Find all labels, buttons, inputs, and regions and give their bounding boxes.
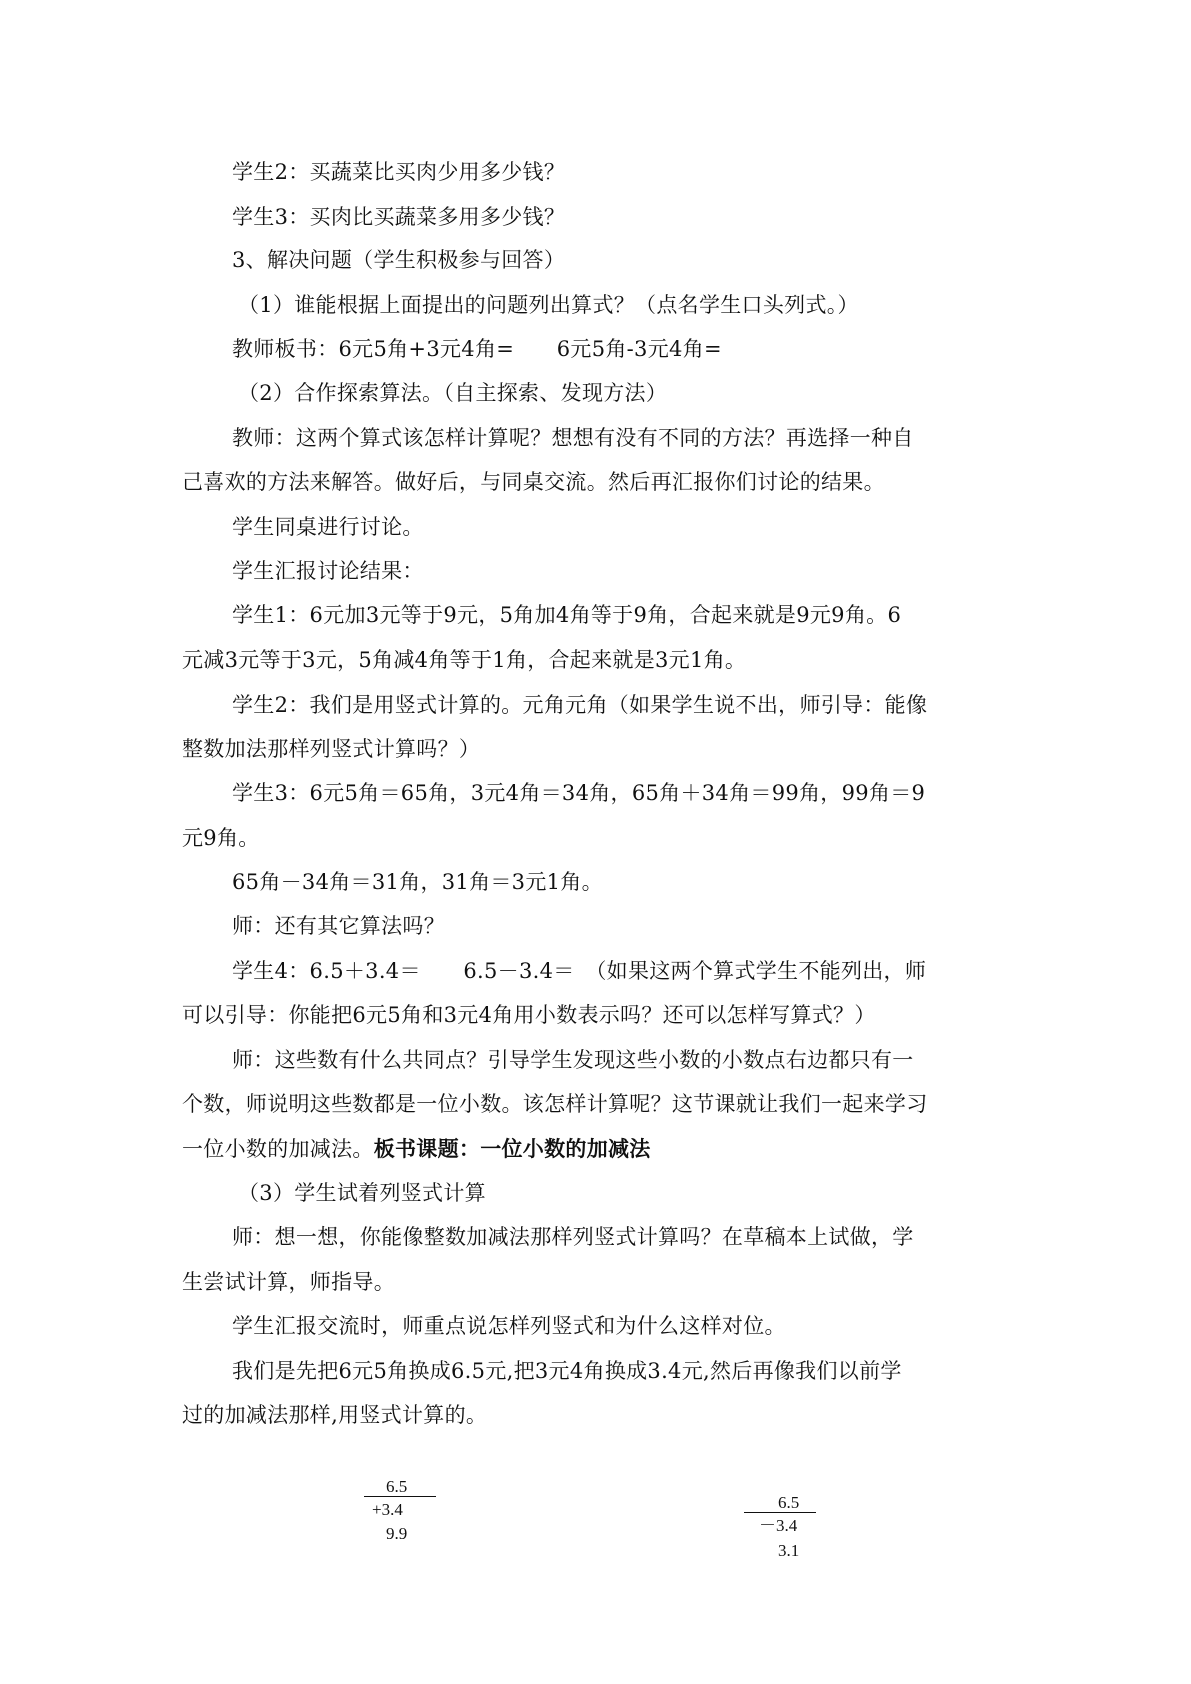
subtraction-operand: －3.4 xyxy=(759,1516,798,1535)
paragraph: （1）谁能根据上面提出的问题列出算式？（点名学生口头列式。） xyxy=(238,293,859,317)
addition-operand: +3.4 xyxy=(372,1500,403,1519)
paragraph-text: 一位小数的加减法。 xyxy=(182,1137,374,1161)
paragraph: 学生同桌进行讨论。 xyxy=(232,515,424,539)
paragraph: 师：还有其它算法吗？ xyxy=(232,914,445,938)
paragraph: 整数加法那样列竖式计算吗？） xyxy=(182,737,481,761)
paragraph: 教师：这两个算式该怎样计算呢？想想有没有不同的方法？再选择一种自 xyxy=(232,426,914,450)
paragraph: 学生汇报交流时，师重点说怎样列竖式和为什么这样对位。 xyxy=(232,1314,786,1338)
paragraph: 可以引导：你能把6元5角和3元4角用小数表示吗？还可以怎样写算式？） xyxy=(182,1003,876,1027)
section-heading: 3、解决问题（学生积极参与回答） xyxy=(232,248,566,272)
paragraph: 元9角。 xyxy=(182,826,260,850)
lesson-title: 板书课题：一位小数的加减法 xyxy=(373,1136,651,1161)
paragraph: 己喜欢的方法来解答。做好后，与同桌交流。然后再汇报你们讨论的结果。 xyxy=(182,470,885,494)
addition-top: 6.5 xyxy=(386,1477,408,1496)
paragraph xyxy=(182,1134,1012,1164)
paragraph: 学生2：买蔬菜比买肉少用多少钱？ xyxy=(232,160,566,184)
paragraph: 学生3：6元5角＝65角，3元4角＝34角，65角＋34角＝99角，99角＝9 xyxy=(232,781,926,805)
paragraph: 学生4：6.5＋3.4＝ 6.5－3.4＝ （如果这两个算式学生不能列出，师 xyxy=(232,959,927,983)
addition-result: 9.9 xyxy=(386,1524,408,1543)
paragraph: 师：想一想，你能像整数加减法那样列竖式计算吗？在草稿本上试做，学 xyxy=(232,1225,914,1249)
paragraph: 学生2：我们是用竖式计算的。元角元角（如果学生说不出，师引导：能像 xyxy=(232,693,928,717)
paragraph: 过的加减法那样,用竖式计算的。 xyxy=(182,1403,488,1427)
paragraph: 个数，师说明这些数都是一位小数。该怎样计算呢？这节课就让我们一起来学习 xyxy=(182,1092,928,1116)
paragraph: 生尝试计算，师指导。 xyxy=(182,1270,395,1294)
addition-underline xyxy=(364,1496,436,1497)
subtraction-underline xyxy=(744,1512,816,1513)
paragraph: （2）合作探索算法。（自主探索、发现方法） xyxy=(238,381,668,405)
paragraph: 元减3元等于3元，5角减4角等于1角，合起来就是3元1角。 xyxy=(182,648,747,672)
paragraph: 教师板书：6元5角+3元4角= 6元5角-3元4角= xyxy=(232,337,722,361)
paragraph: 学生汇报讨论结果： xyxy=(232,559,424,583)
subtraction-result: 3.1 xyxy=(778,1541,800,1560)
subtraction-top: 6.5 xyxy=(778,1493,800,1512)
paragraph: 我们是先把6元5角换成6.5元,把3元4角换成3.4元,然后再像我们以前学 xyxy=(232,1359,902,1383)
paragraph: 学生1：6元加3元等于9元，5角加4角等于9角，合起来就是9元9角。6 xyxy=(232,603,902,627)
section-heading: （3）学生试着列竖式计算 xyxy=(238,1181,486,1205)
paragraph: 65角－34角＝31角，31角＝3元1角。 xyxy=(232,870,603,894)
paragraph: 学生3：买肉比买蔬菜多用多少钱？ xyxy=(232,205,566,229)
paragraph: 师：这些数有什么共同点？引导学生发现这些小数的小数点右边都只有一 xyxy=(232,1048,914,1072)
